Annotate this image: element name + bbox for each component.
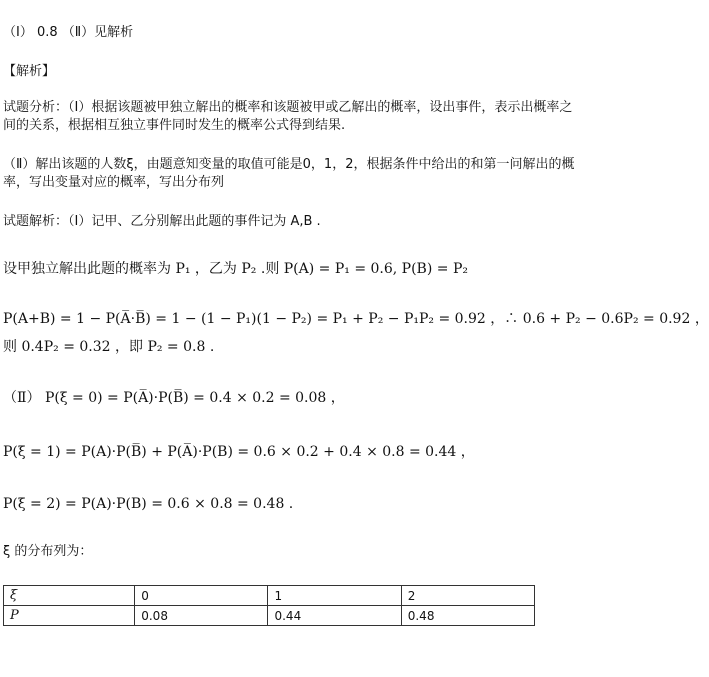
table-row (4, 606, 535, 626)
solution-p-xi-2: P(ξ = 2) = P(A)·P(B) = 0.6 × 0.8 = 0.48 . (3, 496, 294, 512)
table-row (4, 586, 535, 606)
analysis-paragraph-2-line-1: （Ⅱ）解出该题的人数ξ，由题意知变量的取值可能是0，1，2，根据条件中给出的和第一问解出的概 (3, 157, 575, 172)
table-cell: 0 (135, 586, 268, 606)
analysis-paragraph-2-line-2: 率，写出变量对应的概率，写出分布列 (3, 175, 225, 190)
table-cell: 1 (268, 586, 401, 606)
analysis-heading: 【解析】 (3, 64, 56, 79)
distribution-table (3, 585, 535, 626)
solution-step-probabilities: 设甲独立解出此题的概率为 P₁ ，乙为 P₂ .则 P(A) = P₁ = 0.6, P(B) = P₂ (3, 261, 468, 277)
table-header-cell: P (4, 606, 135, 626)
table-cell: 2 (401, 586, 534, 606)
analysis-paragraph-1-line-2: 间的关系，根据相互独立事件同时发生的概率公式得到结果. (3, 118, 346, 133)
table-header-cell: ξ (4, 586, 135, 606)
distribution-caption: ξ 的分布列为： (3, 544, 93, 559)
solution-p-xi-0: （Ⅱ） P(ξ = 0) = P(A̅)·P(B̅) = 0.4 × 0.2 = 0.08 ， (3, 390, 345, 406)
table-cell: 0.08 (135, 606, 268, 626)
table-cell: 0.44 (268, 606, 401, 626)
solution-intro: 试题解析：（Ⅰ）记甲、乙分别解出此题的事件记为 A,B . (3, 214, 321, 229)
solution-p-xi-1: P(ξ = 1) = P(A)·P(B̅) + P(A̅)·P(B) = 0.6 × 0.2 + 0.4 × 0.8 = 0.44 ， (3, 444, 475, 460)
solution-step-union: P(A+B) = 1 − P(A̅·B̅) = 1 − (1 − P₁)(1 − P₂) = P₁ + P₂ − P₁P₂ = 0.92 ，∴ 0.6 + P₂ − 0.6P₂ = 0.92 ， (3, 311, 709, 327)
solution-step-result: 则 0.4P₂ = 0.32 ，即 P₂ = 0.8 . (3, 339, 215, 355)
table-cell: 0.48 (401, 606, 534, 626)
analysis-paragraph-1-line-1: 试题分析：（Ⅰ）根据该题被甲独立解出的概率和该题被甲或乙解出的概率，设出事件，表示出概率之 (3, 100, 573, 115)
answer-summary: （Ⅰ） 0.8 （Ⅱ）见解析 (3, 25, 134, 40)
